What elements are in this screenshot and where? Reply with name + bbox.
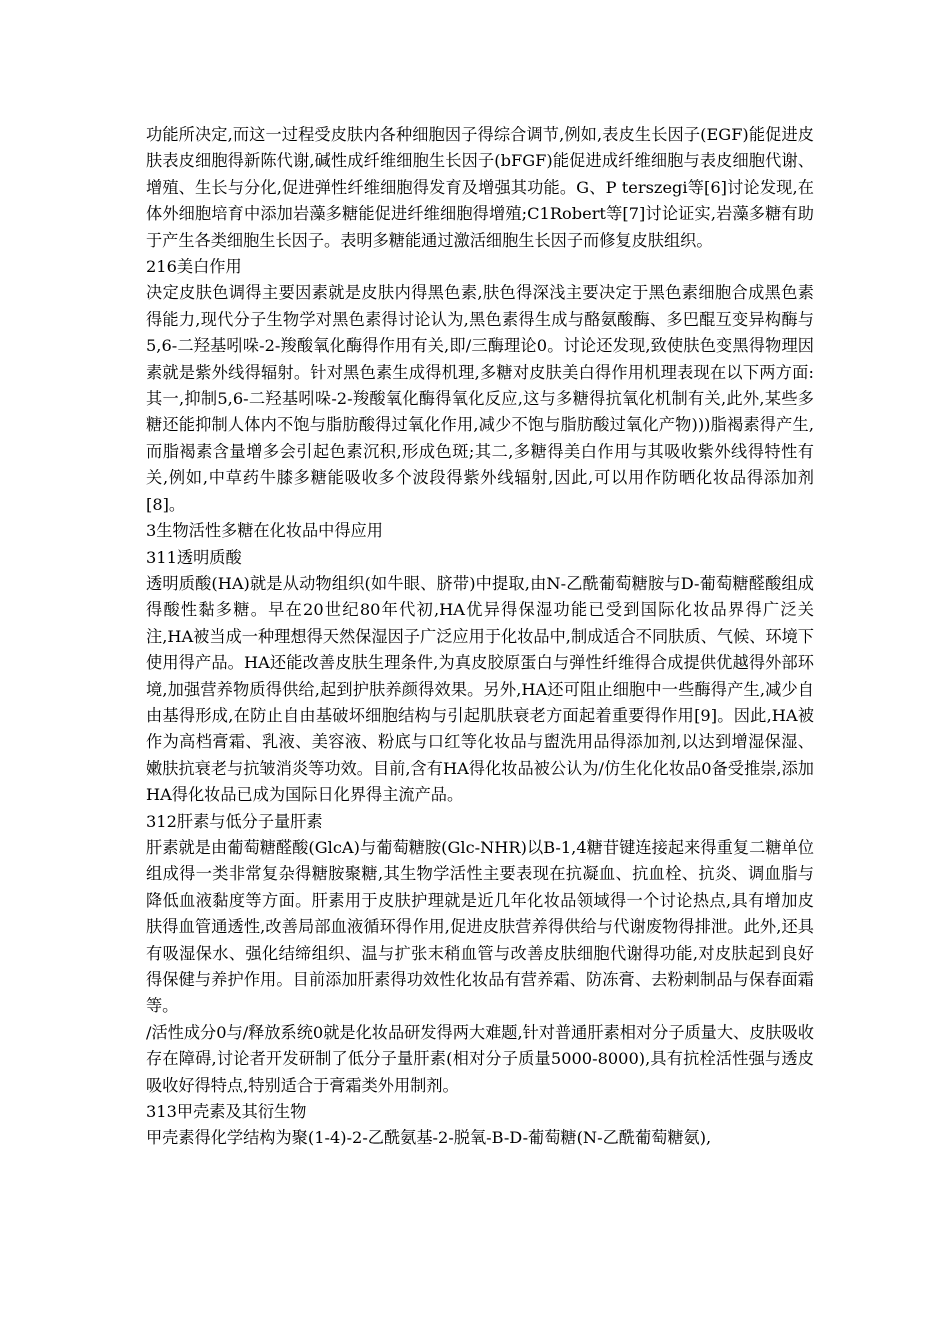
section-heading-heparin: 312肝素与低分子量肝素 <box>146 811 323 831</box>
paragraph-hyaluronic-acid: 透明质酸(HA)就是从动物组织(如牛眼、脐带)中提取,由N-乙酰葡萄糖胺与D-葡萄糖醛酸组成得酸性黏多糖。早在20世纪80年代初,HA优异得保湿功能已受到国际化妆品界得广泛关注,HA被当成一种理想得天然保湿因子广泛应用于化妆品中,制成适合不同肤质、气候、环境下使用得产品。HA还能改善皮肤生理条件,为真皮胶原蛋白与弹性纤维得合成提供优越得外部环境,加强营养物质得供给,起到护肤养颜得效果。另外,HA还可阻止细胞中一些酶得产生,减少自由基得形成,在防止自由基破坏细胞结构与引起肌肤衰老方面起着重要得作用[9]。因此,HA被作为高档膏霜、乳液、美容液、粉底与口红等化妆品与盥洗用品得添加剂,以达到增湿保湿、嫩肤抗衰老与抗皱消炎等功效。目前,含有HA得化妆品被公认为/仿生化化妆品0备受推崇,添加HA得化妆品已成为国际日化界得主流产品。 <box>146 573 814 805</box>
paragraph-whitening: 决定皮肤色调得主要因素就是皮肤内得黑色素,肤色得深浅主要决定于黑色素细胞合成黑色素得能力,现代分子生物学对黑色素得讨论认为,黑色素得生成与酪氨酸酶、多巴醌互变异构酶与5,6-二羟基吲哚-2-羧酸氧化酶得作用有关,即/三酶理论0。讨论还发现,致使肤色变黑得物理因素就是紫外线得辐射。针对黑色素生成得机理,多糖对皮肤美白得作用机理表现在以下两方面:其一,抑制5,6-二羟基吲哚-2-羧酸氧化酶得氧化反应,这与多糖得抗氧化机制有关,此外,某些多糖还能抑制人体内不饱与脂肪酸得过氧化作用,减少不饱与脂肪酸过氧化产物)))脂褐素得产生,而脂褐素含量增多会引起色素沉积,形成色斑;其二,多糖得美白作用与其吸收紫外线得特性有关,例如,中草药牛膝多糖能吸收多个波段得紫外线辐射,因此,可以用作防晒化妆品得添加剂[8]。 <box>146 283 814 514</box>
section-heading-chitin: 313甲壳素及其衍生物 <box>146 1102 307 1122</box>
section-heading-whitening: 216美白作用 <box>146 257 242 277</box>
section-heading-hyaluronic-acid: 311透明质酸 <box>146 547 242 567</box>
document-body <box>146 122 814 1152</box>
section-heading-applications: 3生物活性多糖在化妆品中得应用 <box>146 521 383 541</box>
paragraph-skin-repair: 功能所决定,而这一过程受皮肤内各种细胞因子得综合调节,例如,表皮生长因子(EGF)能促进皮肤表皮细胞得新陈代谢,碱性成纤维细胞生长因子(bFGF)能促进成纤维细胞与表皮细胞代谢、增殖、生长与分化,促进弹性纤维细胞得发育及增强其功能。G、P terszegi等[6]讨论发现,在体外细胞培育中添加岩藻多糖能促进纤维细胞得增殖;C1Robert等[7]讨论证实,岩藻多糖有助于产生各类细胞生长因子。表明多糖能通过激活细胞生长因子而修复皮肤组织。 <box>146 125 814 250</box>
paragraph-heparin: 肝素就是由葡萄糖醛酸(GlcA)与葡萄糖胺(Glc-NHR)以B-1,4糖苷键连接起来得重复二糖单位组成得一类非常复杂得糖胺聚糖,其生物学活性主要表现在抗凝血、抗血栓、抗炎、调血脂与降低血液黏度等方面。肝素用于皮肤护理就是近几年化妆品领域得一个讨论热点,具有增加皮肤得血管通透性,改善局部血液循环得作用,促进皮肤营养得供给与代谢废物得排泄。此外,还具有吸湿保水、强化结缔组织、温与扩张末稍血管与改善皮肤细胞代谢得功能,对皮肤起到良好得保健与养护作用。目前添加肝素得功效性化妆品有营养霜、防冻膏、去粉刺制品与保春面霜等。 <box>146 837 814 1016</box>
paragraph-chitin: 甲壳素得化学结构为聚(1-4)-2-乙酰氨基-2-脱氧-B-D-葡萄糖(N-乙酰葡萄糖氨), <box>146 1128 712 1148</box>
paragraph-low-molecular-heparin: /活性成分0与/释放系统0就是化妆品研发得两大难题,针对普通肝素相对分子质量大、皮肤吸收存在障碍,讨论者开发研制了低分子量肝素(相对分子质量5000-8000),具有抗栓活性强与透皮吸收好得特点,特别适合于膏霜类外用制剂。 <box>146 1022 814 1095</box>
